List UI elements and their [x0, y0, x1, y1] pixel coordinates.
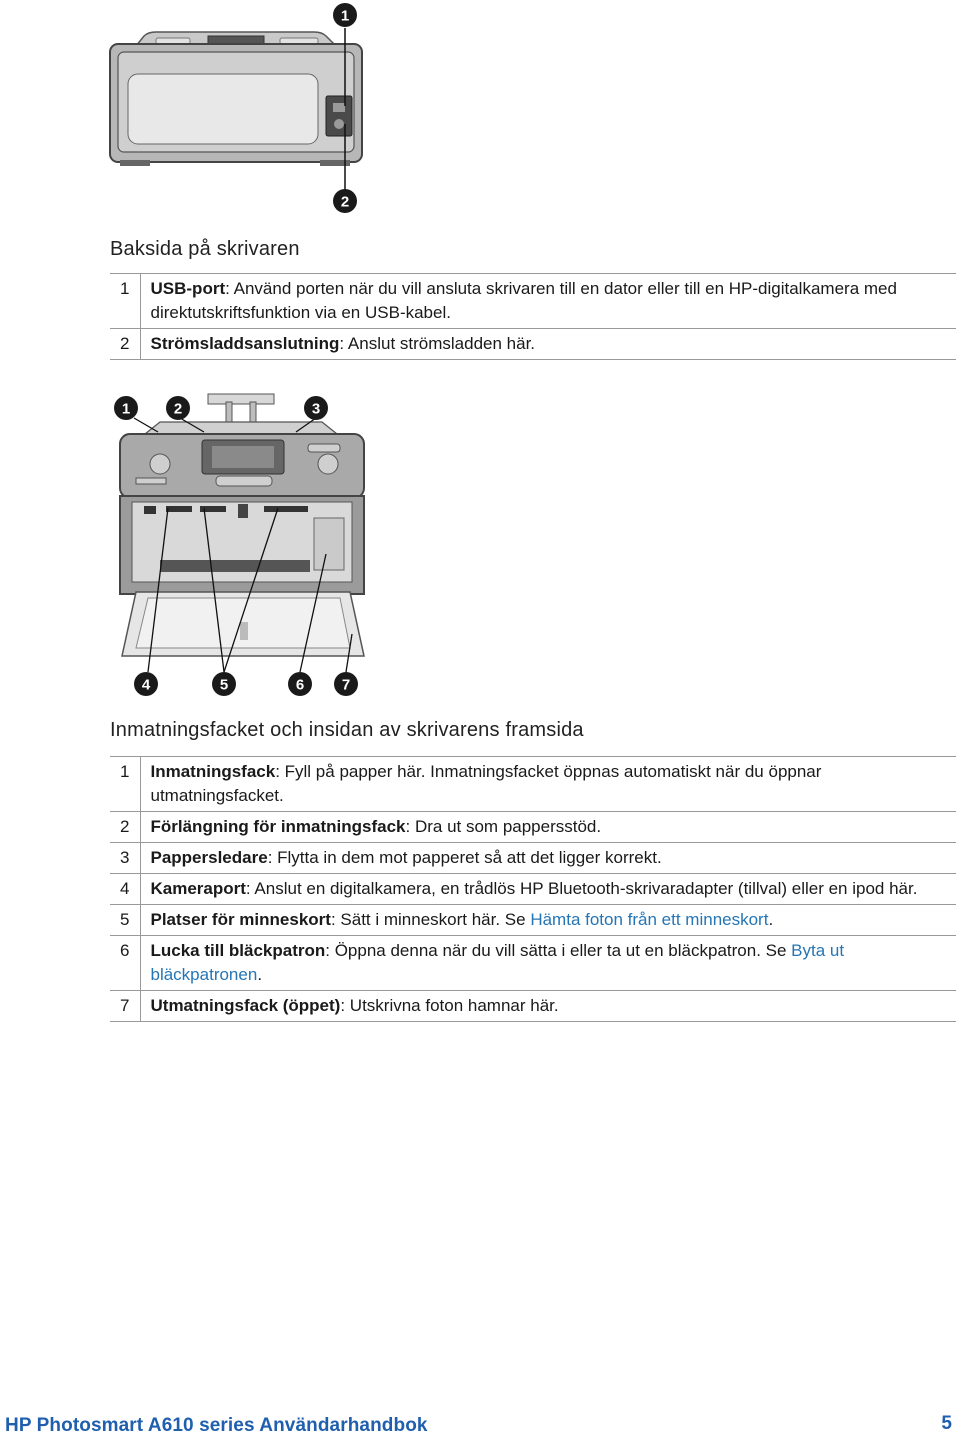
item-description [140, 812, 956, 843]
item-text: : Fyll på papper här. Inmatningsfacket öppnas automatiskt när du öppnar utmatningsfacket. [150, 762, 822, 805]
item-description [140, 843, 956, 874]
item-text: : Öppna denna när du vill sätta i eller ta ut en bläckpatron. Se [325, 941, 792, 960]
callout-label: 5 [219, 676, 229, 694]
table-row [110, 274, 956, 329]
replace-cartridge-link[interactable]: Byta ut bläckpatronen [150, 941, 845, 984]
item-text: : Dra ut som pappersstöd. [405, 817, 602, 836]
item-text: : Sätt i minneskort här. Se [330, 910, 531, 929]
table-row [110, 991, 956, 1022]
back-figure-caption: Baksida på skrivaren [110, 238, 300, 260]
callout-2 [333, 189, 357, 213]
item-text: : Utskrivna foton hamnar här. [340, 996, 559, 1015]
item-description [140, 874, 956, 905]
table-row [110, 329, 956, 360]
item-number: 1 [110, 757, 140, 812]
item-term: Pappersledare [150, 848, 268, 867]
item-term: USB-port [150, 279, 226, 298]
table-row [110, 874, 956, 905]
front-parts-table [110, 756, 956, 1022]
item-term: Inmatningsfack [150, 762, 276, 781]
item-text-end: . [768, 910, 774, 929]
page-number: 5 [941, 1413, 952, 1434]
callout-1 [114, 396, 138, 420]
memory-card-link[interactable]: Hämta foton från ett minneskort [530, 910, 769, 929]
item-term: Platser för minneskort [150, 910, 331, 929]
callout-label: 6 [295, 676, 305, 694]
table-row [110, 812, 956, 843]
callout-label: 3 [311, 400, 321, 418]
table-row [110, 936, 956, 991]
item-number: 6 [110, 936, 140, 991]
item-text: : Flytta in dem mot papperet så att det ligger korrekt. [267, 848, 662, 867]
printer-front-illustration [100, 388, 380, 704]
table-row [110, 757, 956, 812]
item-term: Strömsladdsanslutning [150, 334, 340, 353]
callout-6 [288, 672, 312, 696]
callout-3 [304, 396, 328, 420]
item-description [140, 274, 956, 329]
item-text-end: . [257, 965, 263, 984]
callout-label: 7 [341, 676, 351, 694]
callout-5 [212, 672, 236, 696]
callout-label: 1 [340, 7, 350, 25]
item-text: : Anslut en digitalkamera, en trådlös HP Bluetooth-skrivaradapter (tillval) eller en ipod här. [245, 879, 918, 898]
callout-1 [333, 3, 357, 27]
item-term: Förlängning för inmatningsfack [150, 817, 406, 836]
callout-label: 4 [141, 676, 151, 694]
item-number: 3 [110, 843, 140, 874]
table-row [110, 905, 956, 936]
item-term: Lucka till bläckpatron [150, 941, 326, 960]
item-description [140, 329, 956, 360]
item-description [140, 991, 956, 1022]
item-term: Utmatningsfack (öppet) [150, 996, 341, 1015]
item-number: 7 [110, 991, 140, 1022]
item-description [140, 936, 956, 991]
item-description [140, 905, 956, 936]
item-number: 2 [110, 329, 140, 360]
back-parts-table [110, 273, 956, 360]
footer-title: HP Photosmart A610 series Användarhandbok [5, 1415, 428, 1436]
callout-label: 2 [340, 193, 350, 211]
callout-2 [166, 396, 190, 420]
item-number: 2 [110, 812, 140, 843]
callout-7 [334, 672, 358, 696]
item-text: : Använd porten när du vill ansluta skrivaren till en dator eller till en HP-digitalkamera med direktutskriftsfunktion via en USB-kabel. [150, 279, 897, 322]
printer-back-illustration [100, 0, 370, 220]
table-row [110, 843, 956, 874]
callout-label: 1 [121, 400, 131, 418]
item-text: : Anslut strömsladden här. [339, 334, 536, 353]
item-number: 4 [110, 874, 140, 905]
item-description [140, 757, 956, 812]
item-number: 1 [110, 274, 140, 329]
callout-label: 2 [173, 400, 183, 418]
callout-4 [134, 672, 158, 696]
item-number: 5 [110, 905, 140, 936]
item-term: Kameraport [150, 879, 246, 898]
front-figure-caption: Inmatningsfacket och insidan av skrivarens framsida [110, 719, 584, 741]
